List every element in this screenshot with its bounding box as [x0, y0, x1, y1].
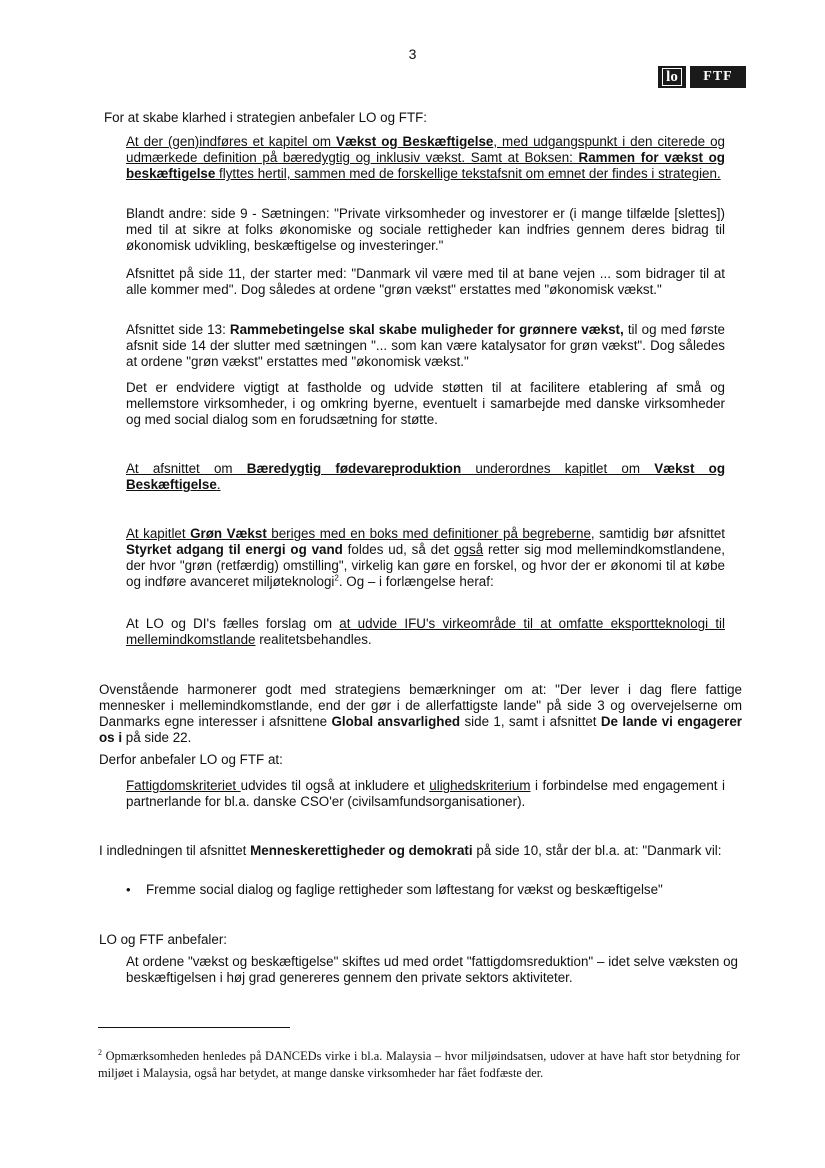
footnote: $^2$ Opmærksomheden henledes på DANCEDs virke i bl.a. Malaysia – hvor miljøindsatsen, udover at have haft stor betydning for miljøet i Malaysia, også har betydet, at mange danske virksomheder har fået fodfæste der.: [98, 1048, 740, 1081]
recommendation-growth-chapter: At der (gen)indføres et kapitel om Vækst og Beskæftigelse, med udgangspunkt i den citerede og udmærkede definition på bæredygtig og inklusiv vækst. Samt at Boksen: Rammen for vækst og beskæftigelse flyttes hertil, sammen med de forskellige tekstafsnit om emnet der findes i strategien.: [126, 134, 726, 181]
bullet-marker: •: [126, 882, 131, 897]
paragraph-human-rights: I indledningen til afsnittet Menneskerettigheder og demokrati på side 10, står der bl.a. at: "Danmark vil:: [99, 843, 722, 858]
recommendation-food-production: At afsnittet om Bæredygtig fødevareproduktion underordnes kapitlet om Vækst og Beskæftigelse.: [126, 461, 725, 492]
bullet-social-dialog: Fremme social dialog og faglige rettigheder som løftestang for vækst og beskæftigelse": [146, 882, 663, 897]
paragraph-small-enterprises: Det er endvidere vigtigt at fastholde og udvide støtten til at facilitere etablering af små og mellemstore virksomheder, i og omkring byerne, eventuelt i samarbejde med danske virksomheder og med social dialog som en forudsætning for støtte.: [126, 380, 725, 427]
paragraph-ifu-proposal: At LO og DI's fælles forslag om at udvide IFU's virkeområde til at omfatte eksportteknologi til mellemindkomstlande realitetsbehandles.: [126, 616, 725, 647]
footnote-ref: 2: [334, 573, 339, 583]
paragraph-side-11: Afsnittet på side 11, der starter med: "Danmark vil være med til at bane vejen ... som bidrager til at alle kommer med". Dog således at ordene "grøn vækst" erstattes med "økonomisk vækst.": [126, 266, 725, 297]
page-number: 3: [408, 46, 417, 62]
paragraph-recommend: LO og FTF anbefaler:: [99, 932, 228, 947]
recommendation-poverty-criterion: Fattigdomskriteriet udvides til også at inkludere et ulighedskriterium i forbindelse med engagement i partnerlande for bl.a. danske CSO'er (civilsamfundsorganisationer).: [126, 778, 725, 809]
recommendation-poverty-reduction: At ordene "vækst og beskæftigelse" skiftes ud med ordet "fattigdomsreduktion" – idet selve væksten og beskæftigelsen i høj grad genereres gennem den private sektors aktiviteter.: [126, 954, 738, 985]
paragraph-side-13: Afsnittet side 13: Rammebetingelse skal skabe muligheder for grønnere vækst, til og med første afsnit side 14 der slutter med sætningen "... som kan være katalysator for grøn vækst". Dog således at ordene "grøn vækst" erstattes med "økonomisk vækst.": [126, 322, 726, 369]
lo-logo: lo: [658, 66, 686, 88]
paragraph-harmonizes: Ovenstående harmonerer godt med strategiens bemærkninger om at: "Der lever i dag flere fattige mennesker i mellemindkomstlande, end der gør i de allerfattigste lande" på side 3 og overvejelserne om Danmarks egne interesser i afsnittene Global ansvarlighed side 1, samt i afsnittet De lande vi engagerer os i på side 22.: [99, 682, 742, 745]
footnote-divider: [98, 1027, 290, 1028]
header-logos: [658, 66, 746, 88]
ftf-logo: FTF: [690, 66, 746, 88]
intro-text: For at skabe klarhed i strategien anbefaler LO og FTF:: [104, 110, 428, 125]
paragraph-therefore: Derfor anbefaler LO og FTF at:: [99, 752, 283, 767]
recommendation-green-growth: At kapitlet Grøn Vækst beriges med en boks med definitioner på begreberne, samtidig bør afsnittet Styrket adgang til energi og vand foldes ud, så det også retter sig mod mellemindkomstlandene, der hvor "grøn (retfærdig) omstilling", virkelig kan gøre en forskel, og hvor der er økonomi til at købe og indføre avanceret miljøteknologi$^2$. Og – i forlængelse heraf:: [126, 526, 725, 589]
paragraph-side-9: Blandt andre: side 9 - Sætningen: "Private virksomheder og investorer er (i mange tilfælde [slettes]) med til at sikre at folks økonomiske og sociale rettigheder kan indfries gennem deres bidrag til økonomisk udvikling, beskæftigelse og investeringer.": [126, 206, 725, 253]
